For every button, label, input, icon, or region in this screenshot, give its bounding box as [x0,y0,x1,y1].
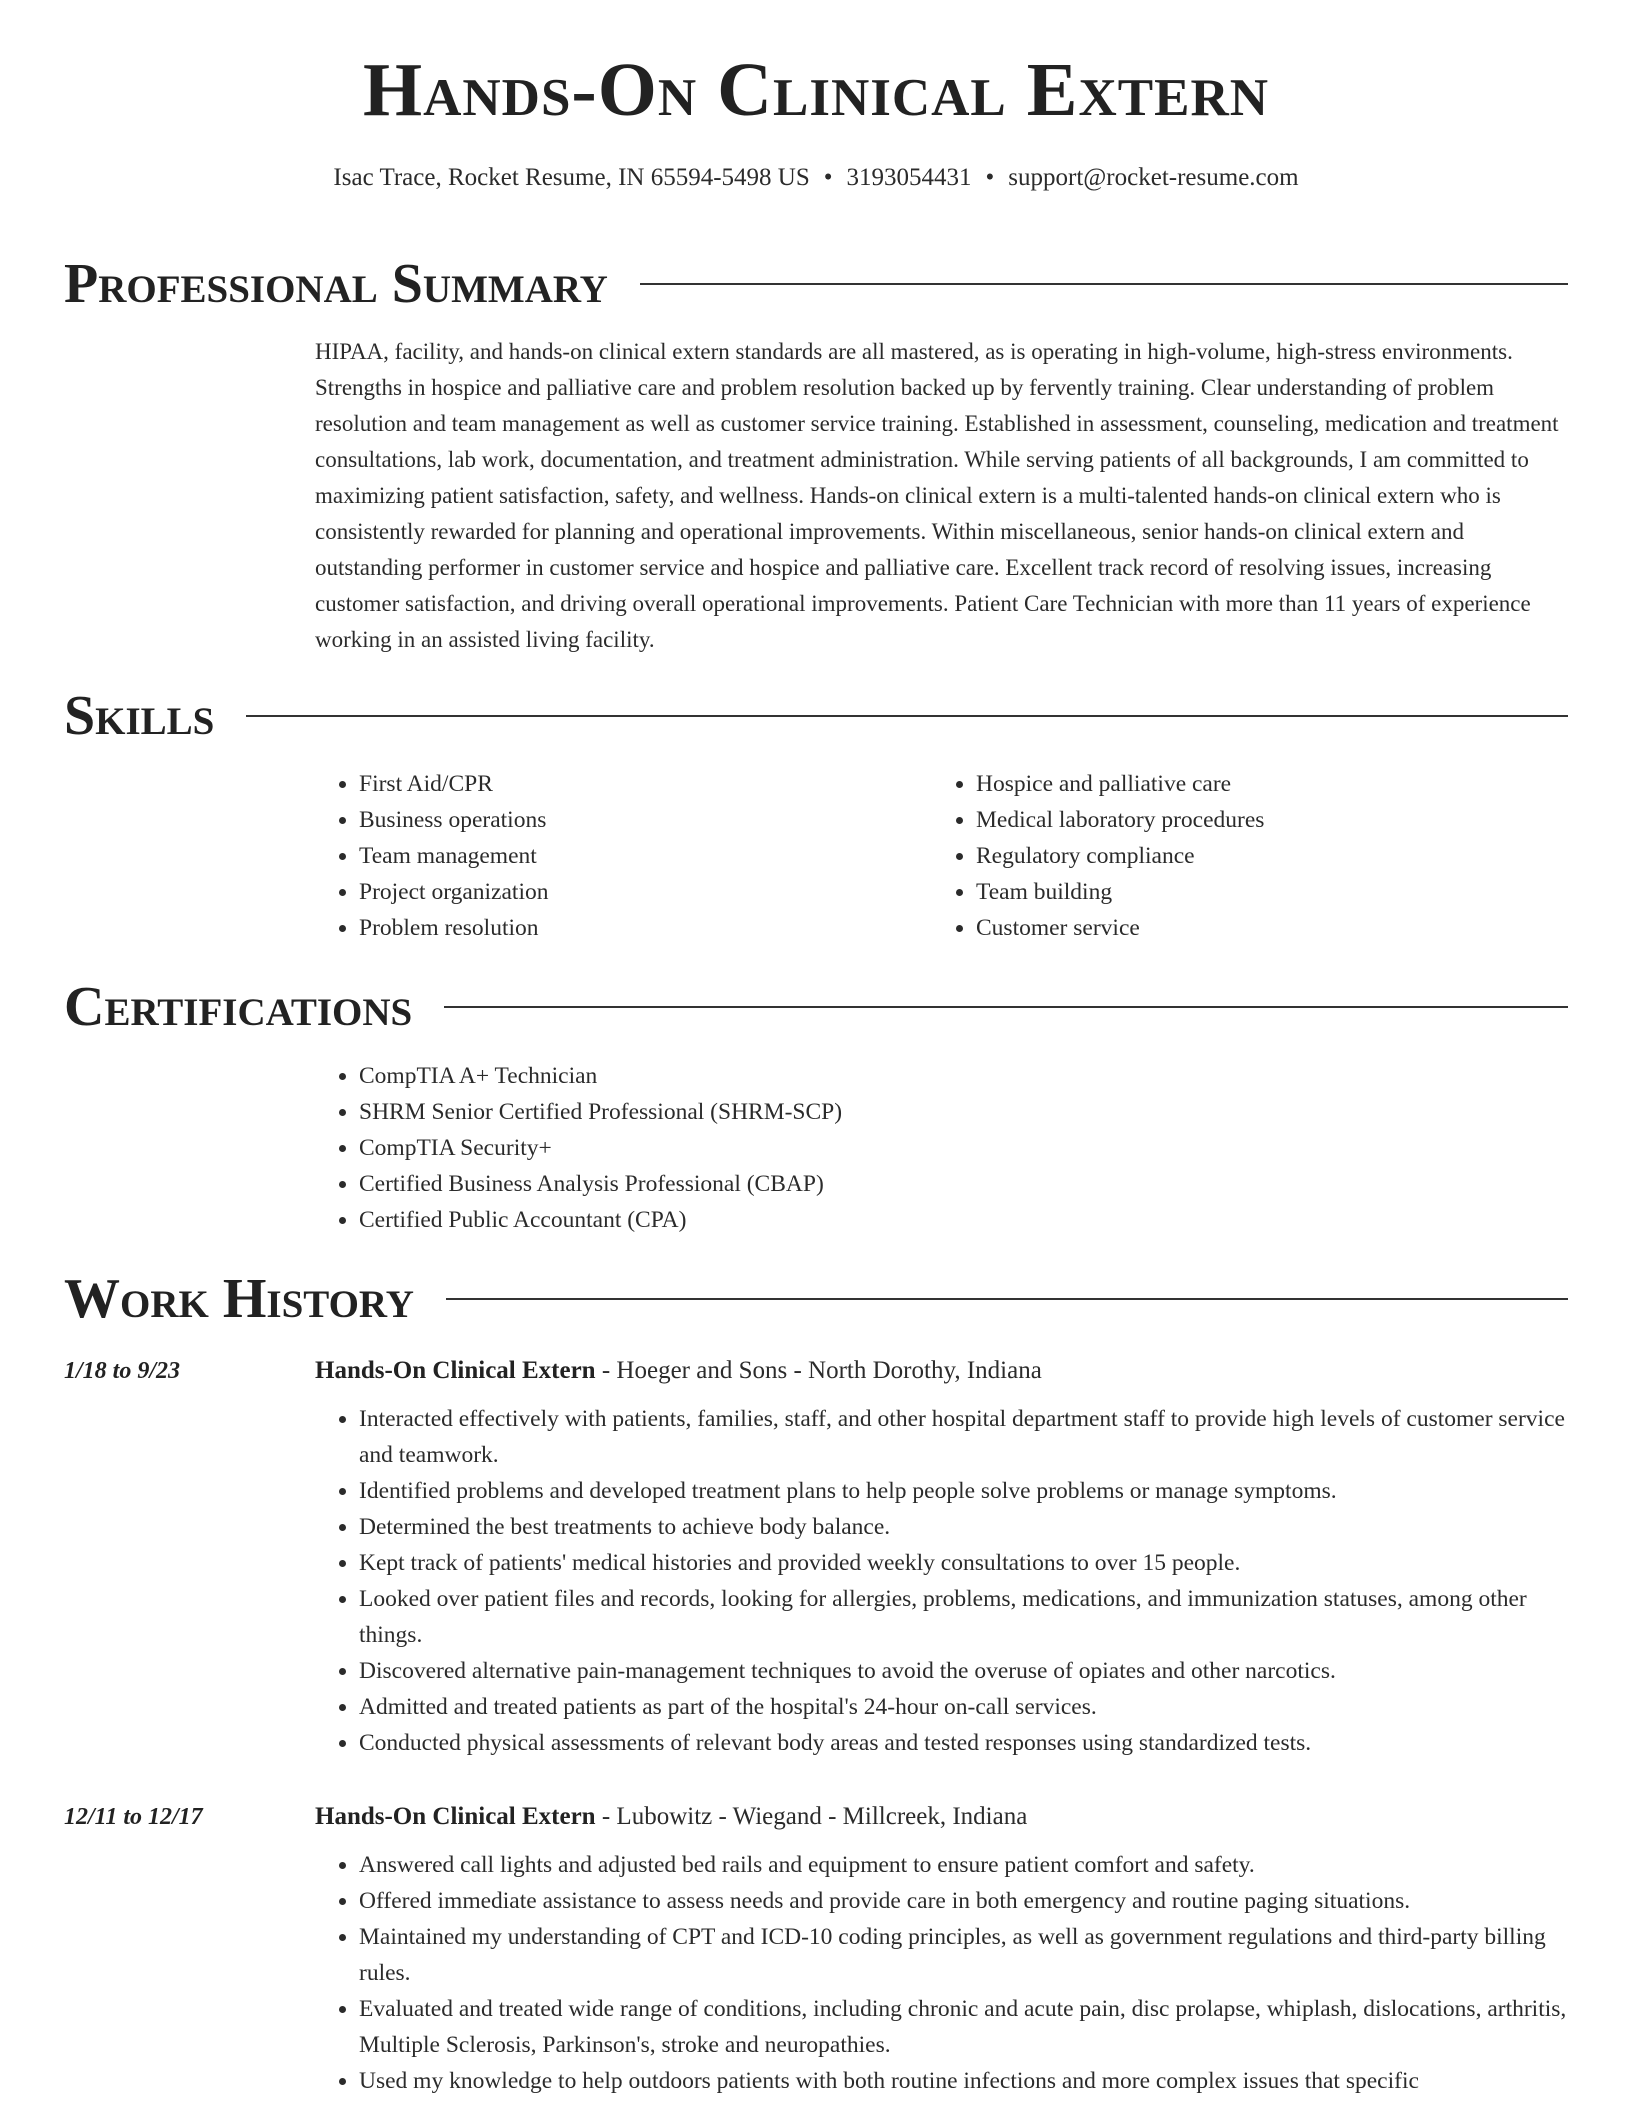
work-section-heading [64,1267,1568,1331]
job-heading [315,1803,1570,1831]
certification-item: • CompTIA Security+ [359,1130,1215,1166]
job-bullet: • Discovered alternative pain-management techniques to avoid the overuse of opiates and other narcotics. [359,1653,1570,1689]
summary-section-heading [64,252,1568,316]
contact-phone: 3193054431 [846,164,972,191]
skill-item: • First Aid/CPR [359,766,915,802]
skill-item: • Regulatory compliance [976,838,1532,874]
summary-text: HIPAA, facility, and hands-on clinical extern standards are all mastered, as is operating in high-volume, high-stress environments. Strengths in hospice and palliative care and problem resolution backed up by fervently training. Clear understanding of problem resolution and team management as well as customer service training. Established in assessment, counseling, medication and treatment consultations, lab work, documentation, and treatment administration. While serving patients of all backgrounds, I am committed to maximizing patient satisfaction, safety, and wellness. Hands-on clinical extern is a multi-talented hands-on clinical extern who is consistently rewarded for planning and operational improvements. Within miscellaneous, senior hands-on clinical extern and outstanding performer in customer service and hospice and palliative care. Excellent track record of resolving issues, increasing customer satisfaction, and driving overall operational improvements. Patient Care Technician with more than 11 years of experience working in an assisted living facility. [315,339,1559,652]
job-bullet: • Used my knowledge to help outdoors patients with both routine infections and more complex issues that specific [359,2063,1570,2099]
job-entry [315,1803,1570,2099]
contact-email: support@rocket-resume.com [1008,164,1299,191]
certification-item: • CompTIA A+ Technician [359,1058,1215,1094]
section-divider [246,715,1568,717]
skill-item: • Team building [976,874,1532,910]
summary-body [315,334,1570,658]
skills-list-left [315,766,915,946]
section-title-skills: Skills [64,685,215,747]
job-bullet: • Admitted and treated patients as part of the hospital's 24-hour on-call services. [359,1689,1570,1725]
job-dates: 1/18 to 9/23 [64,1358,181,1384]
contact-address: Isac Trace, Rocket Resume, IN 65594-5498 US [333,164,810,191]
job-bullet: • Identified problems and developed treatment plans to help people solve problems or manage symptoms. [359,1473,1570,1509]
job-employer: - Hoeger and Sons - North Dorothy, Indiana [595,1357,1042,1384]
certification-item: • Certified Public Accountant (CPA) [359,1202,1215,1238]
contact-separator: • [985,164,995,191]
skill-item: • Customer service [976,910,1532,946]
skill-item: • Hospice and palliative care [976,766,1532,802]
job-bullet: • Kept track of patients' medical histories and provided weekly consultations to over 15 people. [359,1545,1570,1581]
skill-item: • Team management [359,838,915,874]
job-bullet: • Maintained my understanding of CPT and ICD-10 coding principles, as well as government regulations and third-party billing rules. [359,1919,1570,1991]
certification-item: • Certified Business Analysis Professional (CBAP) [359,1166,1215,1202]
job-bullet: • Determined the best treatments to achieve body balance. [359,1509,1570,1545]
job-bullet: • Offered immediate assistance to assess needs and provide care in both emergency and routine paging situations. [359,1883,1570,1919]
section-divider [444,1006,1568,1008]
skill-item: • Problem resolution [359,910,915,946]
section-title-summary: Professional Summary [64,253,608,315]
section-divider [640,283,1568,285]
section-title-certifications: Certifications [64,976,413,1038]
skills-section-heading [64,684,1568,748]
contact-separator: • [823,164,833,191]
certifications-section-heading [64,975,1568,1039]
skills-list-right [932,766,1532,946]
resume-header [0,48,1632,192]
skill-item: • Project organization [359,874,915,910]
job-role: Hands-On Clinical Extern [315,1357,596,1384]
job-entry [315,1357,1570,1761]
section-title-work: Work History [64,1268,414,1330]
job-dates: 12/11 to 12/17 [64,1804,203,1830]
resume-name: Hands-On Clinical Extern [363,48,1269,132]
job-bullet: • Evaluated and treated wide range of conditions, including chronic and acute pain, disc prolapse, whiplash, dislocations, arthritis, Multiple Sclerosis, Parkinson's, stroke and neuropathies. [359,1991,1570,2063]
skill-item: • Medical laboratory procedures [976,802,1532,838]
section-divider [446,1298,1568,1300]
skill-item: • Business operations [359,802,915,838]
certifications-list [315,1058,1215,1238]
job-heading [315,1357,1570,1385]
contact-line [0,164,1632,192]
job-bullet: • Answered call lights and adjusted bed rails and equipment to ensure patient comfort and safety. [359,1847,1570,1883]
job-bullet: • Looked over patient files and records, looking for allergies, problems, medications, and immunization statuses, among other things. [359,1581,1570,1653]
job-bullet: • Interacted effectively with patients, families, staff, and other hospital department staff to provide high levels of customer service and teamwork. [359,1401,1570,1473]
certification-item: • SHRM Senior Certified Professional (SHRM-SCP) [359,1094,1215,1130]
job-employer: - Lubowitz - Wiegand - Millcreek, Indiana [595,1803,1028,1830]
job-role: Hands-On Clinical Extern [315,1803,596,1830]
job-bullet: • Conducted physical assessments of relevant body areas and tested responses using standardized tests. [359,1725,1570,1761]
